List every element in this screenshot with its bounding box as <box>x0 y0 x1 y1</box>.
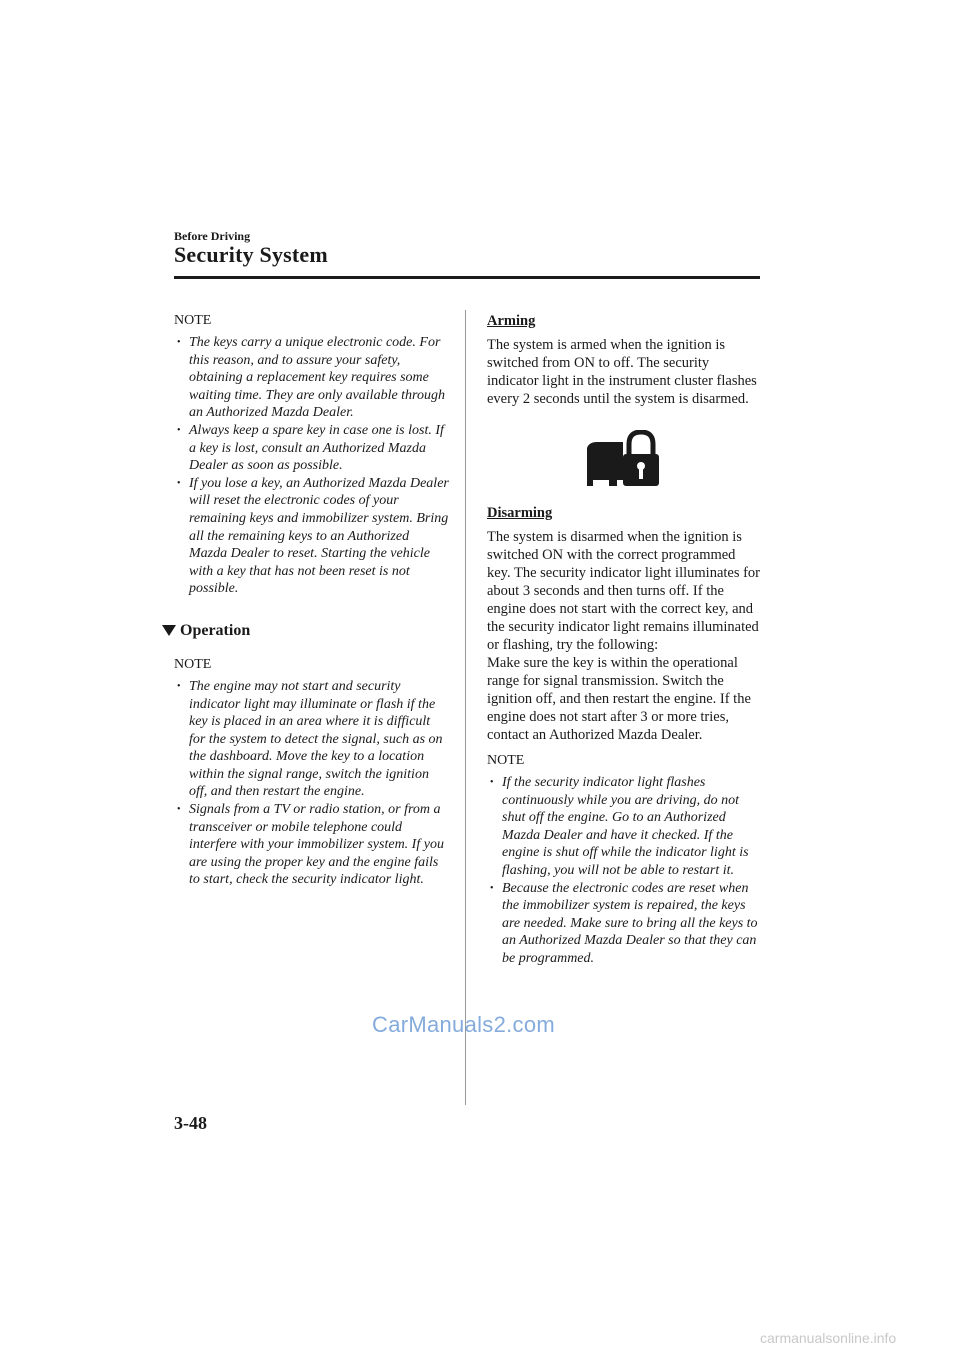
bullet-icon: • <box>177 477 181 489</box>
note-item: • Because the electronic codes are reset when the immobilizer system is repaired, the keys are needed. Make sure to bring all the keys to an Authorized Mazda Dealer so that they can be programmed. <box>490 880 758 966</box>
note-list <box>174 334 450 598</box>
bullet-icon: • <box>177 424 181 436</box>
page-title: Security System <box>174 242 328 267</box>
bullet-icon: • <box>177 337 181 348</box>
operation-heading-text: Operation <box>180 621 251 639</box>
disarming-text: The system is disarmed when the ignition is switched ON with the correct programmed key. The security indicator light illuminates for about 3 seconds and then turns off. If the engine does not start with the correct key, and the security indicator light remains illuminated or flashing, try the following: <box>487 529 761 653</box>
left-column <box>174 312 450 889</box>
note-item: • Always keep a spare key in case one is lost. If a key is lost, consult an Authorized Mazda Dealer as soon as possible. <box>177 422 444 474</box>
column-divider <box>465 310 466 1105</box>
section-label: Before Driving <box>174 229 251 243</box>
note-item: • Signals from a TV or radio station, or from a transceiver or mobile telephone could interfere with your immobilizer system. If you are using the proper key and the engine fails to start, check the security indicator light. <box>177 802 444 888</box>
bullet-icon: • <box>177 680 181 692</box>
bullet-icon: • <box>177 804 181 816</box>
bullet-icon: • <box>490 777 494 788</box>
note-list <box>174 678 450 889</box>
note-label: NOTE <box>174 656 212 672</box>
note-item: • The keys carry a unique electronic code. For this reason, and to assure your safety, obtaining a replacement key requires some waiting time. They are only available through an Authorized Mazda Dealer. <box>177 335 445 421</box>
disarming-heading: Disarming <box>487 505 553 521</box>
page-number: 3-48 <box>174 1113 207 1133</box>
security-indicator-lock-icon <box>583 430 659 488</box>
note-item: • The engine may not start and security indicator light may illuminate or flash if the key is placed in an area where it is difficult for the system to detect the signal, such as on the dashboard. Move the key to a location within the signal range, switch the ignition off, and then restart the engine. <box>177 678 443 800</box>
bullet-icon: • <box>490 882 494 894</box>
arming-heading: Arming <box>487 313 536 329</box>
triangle-down-icon <box>162 625 176 636</box>
right-column <box>487 312 762 968</box>
note-item: • If you lose a key, an Authorized Mazda Dealer will reset the electronic codes of your remaining keys and immobilizer system. Bring all the remaining keys to an Authorized Mazda Dealer to reset. Starting the vehicle with a key that has not been reset is not possible. <box>177 475 449 597</box>
note-list <box>487 774 762 968</box>
security-indicator-figure <box>487 430 762 494</box>
arming-text: The system is armed when the ignition is switched from ON to off. The security indicator light in the instrument cluster flashes every 2 seconds until the system is disarmed. <box>487 337 757 407</box>
disarming-text-2: Make sure the key is within the operational range for signal transmission. Switch the ignition off, and then restart the engine. If the engine does not start after 3 or more tries, contact an Authorized Mazda Dealer. <box>487 655 751 743</box>
watermark: CarManuals2.com <box>372 1012 556 1037</box>
note-item: • If the security indicator light flashes continuously while you are driving, do not shut off the engine. Go to an Authorized Mazda Dealer and have it checked. If the engine is shut off while the indicator light is flashing, you will not be able to restart it. <box>490 775 749 878</box>
note-label: NOTE <box>174 313 212 328</box>
header-rule <box>174 276 760 279</box>
note-label: NOTE <box>487 753 525 768</box>
operation-heading <box>162 622 450 640</box>
site-watermark: carmanualsonline.info <box>760 1330 897 1346</box>
